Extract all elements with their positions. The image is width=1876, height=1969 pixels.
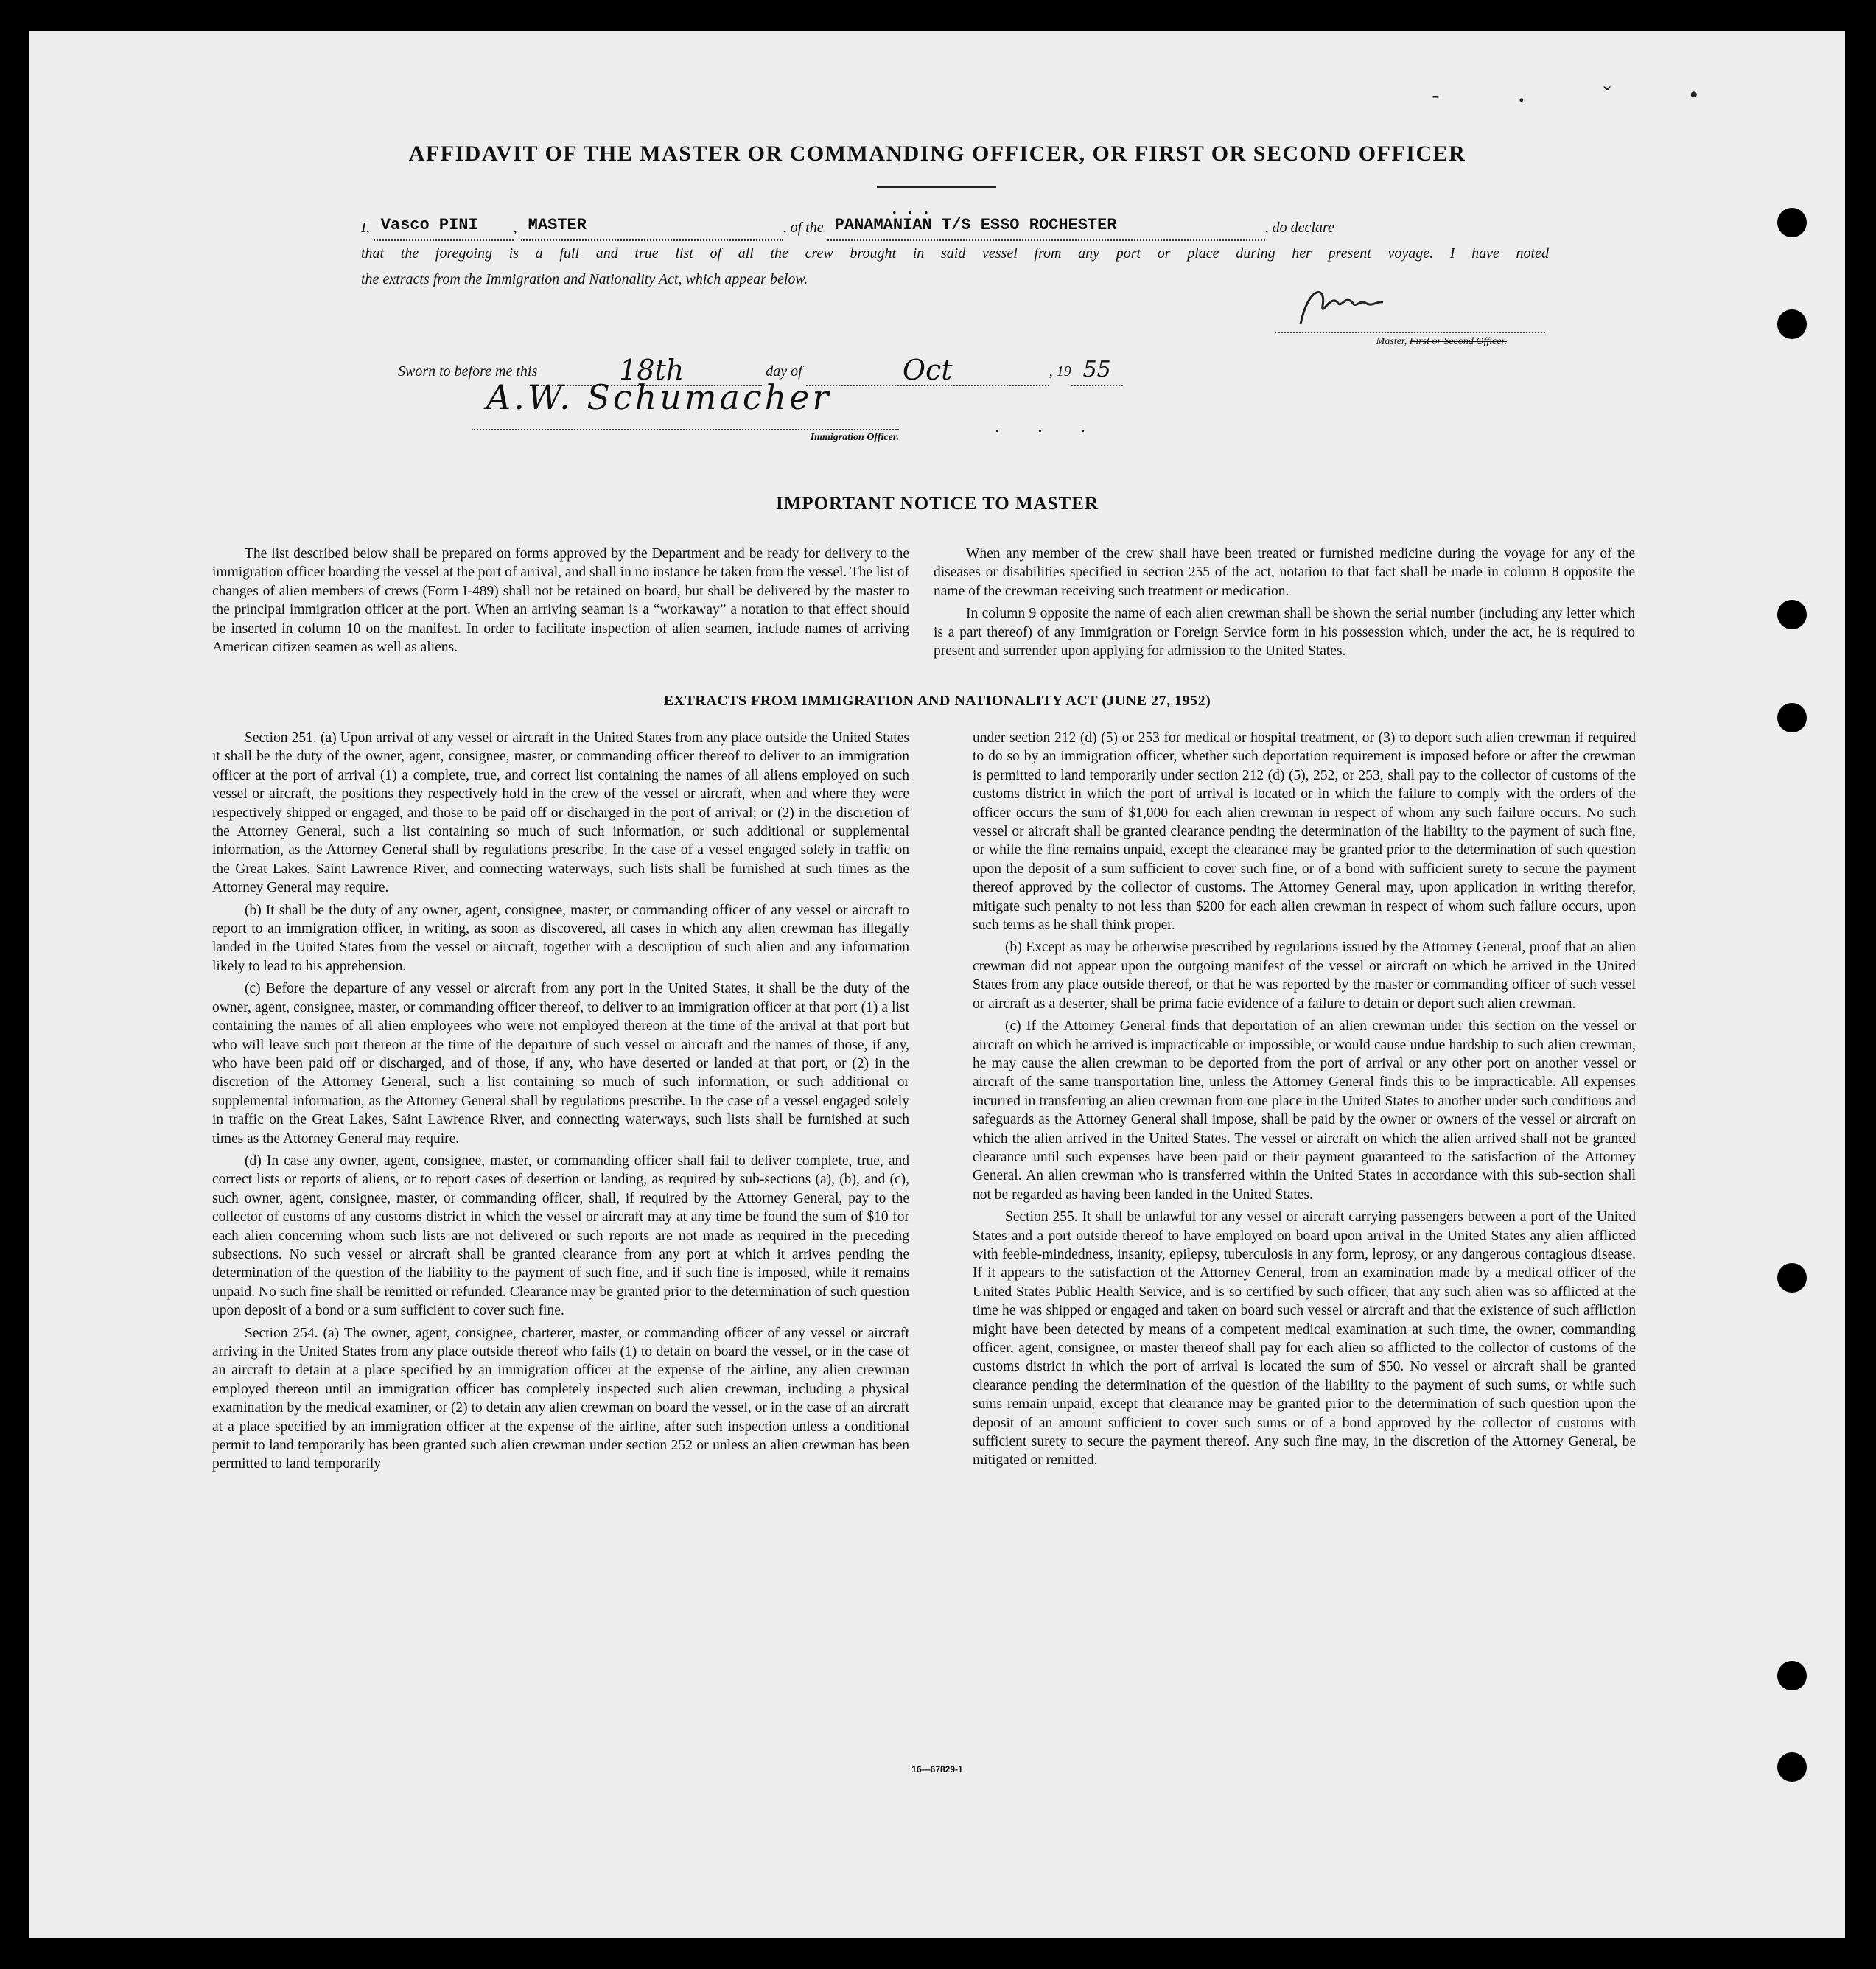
day-value: 18th <box>619 354 685 386</box>
declaration-line-2: that the foregoing is a full and true list of all the crew brought in said vessel from any port or place during her present voyage. I have noted <box>361 245 1549 262</box>
extracts-title: EXTRACTS FROM IMMIGRATION AND NATIONALITY ACT (JUNE 27, 1952) <box>663 693 1211 709</box>
punch-hole <box>1777 1661 1807 1690</box>
year-value: 55 <box>1082 357 1111 382</box>
form-number: 16—67829-1 <box>911 1764 963 1774</box>
dot-marks: . . . <box>995 414 1102 437</box>
notice-paragraph: In column 9 opposite the name of each alien crewman shall be shown the serial number (including any letter which is a part thereof) of any Immigration or Foreign Service form in his possession which, under the act, he is required to present and surrender upon applying for admission to the United States. <box>934 606 1635 660</box>
sworn-label: Sworn to before me this <box>398 363 538 380</box>
notice-left-column <box>212 545 909 660</box>
extract-paragraph: (c) Before the departure of any vessel or aircraft from any port in the United States, it shall be the duty of the owner, agent, consignee, master, or commanding officer thereof, to deliver to an immigration officer at that port (1) a list containing the names of all alien employees who were not employed thereon at the time of the arrival at that port but who will leave such port thereon at the time of the departure of such vessel or aircraft and the names of those, if any, who have been paid off or discharged, and of those, if any, who have deserted or landed at that port, or (2) in the discretion of the Attorney General, such a list containing so much of such information, or such additional or supplemental information, as the Attorney General shall by regulations prescribe. In the case of a vessel engaged solely in traffic on the Great Lakes, Saint Lawrence River, and connecting waterways, such lists shall be furnished at such times as the Attorney General may require. <box>212 981 909 1147</box>
title-rule <box>877 186 996 188</box>
vessel-field <box>827 214 1265 241</box>
declaration-line-3: the extracts from the Immigration and Nationality Act, which appear below. <box>361 271 808 287</box>
extract-paragraph: under section 212 (d) (5) or 253 for medical or hospital treatment, or (3) to deport such alien crewman if required to do so by an immigration officer, whether such deportation requirement is imposed before or after the crewman is permitted to land temporarily under section 212 (d) (5), 252, or 253, shall pay to the collector of customs of the customs district in which the port of arrival is located or in which the failure to comply with the orders of the officer occurs the sum of $1,000 for each alien crewman in respect of whom any such failure occurs. No such vessel or aircraft shall be granted clearance pending the determination of the liability to the payment of such fine, or while the fine remains unpaid, except the clearance may be granted prior to the determination of such question upon the deposit of a sum sufficient to cover such fine, or of a bond with sufficient surety to secure the payment thereof approved by the collector of customs. The Attorney General may, upon application in writing therefor, mitigate such penalty to not less than $200 for each alien crewman in respect of whom such failure occurs, upon such terms as he shall think proper. <box>973 730 1636 934</box>
officer-label: Immigration Officer. <box>810 432 899 443</box>
master-signature <box>1286 280 1389 332</box>
master-signature-line <box>1275 332 1545 333</box>
day-of-label: day of <box>766 363 802 380</box>
declaration-do-declare: , do declare <box>1264 220 1334 236</box>
extracts-left-column <box>212 729 909 1477</box>
rank-field <box>521 214 783 241</box>
extract-paragraph: (c) If the Attorney General finds that deportation of an alien crewman under this section on the vessel or aircraft on which he arrived is impracticable or impossible, or would cause undue hardship to such alien crewman, he may cause the alien crewman to be deported from the port of arrival or any other port on another vessel or aircraft of the same transportation line, unless the Attorney General finds this to be impracticable. All expenses incurred in transferring an alien crewman from one place in the United States to another under such conditions and safeguards as the Attorney General shall impose, shall be paid by the owner or owners of the vessel or aircraft on which the alien arrived in the United States. The vessel or aircraft on which the alien arrived shall not be granted clearance until such expenses have been paid or their payment guaranteed to the satisfaction of the Attorney General. An alien crewman who is transferred within the United States in accordance with this sub-section shall not be regarded as having been landed in the United States. <box>973 1018 1636 1203</box>
master-name: Vasco PINI <box>380 216 478 234</box>
notice-paragraph: When any member of the crew shall have been treated or furnished medicine during the voyage for any of the diseases or disabilities specified in section 255 of the act, notation to that fact shall be made in column 8 opposite the name of the crewman receiving such treatment or medication. <box>934 546 1635 599</box>
extract-paragraph: Section 254. (a) The owner, agent, consignee, charterer, master, or commanding officer of any vessel or aircraft arriving in the United States from any place outside thereof who fails (1) to detain on board the vessel, or in the case of an aircraft to detain at a place specified by an immigration officer at the expense of the airline, any alien crewman employed thereon until an immigration officer has completely inspected such alien crewman, including a physical examination by the medical examiner, or (2) to detain any alien crewman on board the vessel, or in the case of an aircraft at a place specified by an immigration officer at the expense of the airline, after such inspection unless a conditional permit to land temporarily has been granted such alien crewman under section 252 or unless an alien crewman has been permitted to land temporarily <box>212 1325 909 1472</box>
punch-hole <box>1777 208 1807 237</box>
document-page <box>29 31 1845 1938</box>
rank-value: MASTER <box>528 216 587 234</box>
punch-hole <box>1777 309 1807 339</box>
extract-paragraph: (b) It shall be the duty of any owner, agent, consignee, master, or commanding officer of any vessel or aircraft to report to an immigration officer, in writing, as soon as discovered, all cases in which any alien crewman has illegally landed in the United States from the vessel or aircraft, together with a description of such alien and any information likely to lead to his apprehension. <box>212 902 909 974</box>
notice-right-column <box>934 545 1635 664</box>
notice-title: IMPORTANT NOTICE TO MASTER <box>776 494 1099 514</box>
declaration-i: I, <box>361 220 370 236</box>
punch-hole <box>1777 600 1807 629</box>
month-value: Oct <box>902 354 953 386</box>
year-prefix: , 19 <box>1049 363 1071 380</box>
declaration-sep: , <box>513 220 517 236</box>
declaration-line-1 <box>361 214 1549 241</box>
master-signature-label <box>1275 336 1507 348</box>
officer-signature-line <box>472 429 899 430</box>
affidavit-title: AFFIDAVIT OF THE MASTER OR COMMANDING OFFICER, OR FIRST OR SECOND OFFICER <box>408 141 1466 166</box>
punch-hole <box>1777 1263 1807 1293</box>
extract-paragraph: (b) Except as may be otherwise prescribed by regulations issued by the Attorney General, proof that an alien crewman did not appear upon the outgoing manifest of the vessel or aircraft on which he arrived in the United States from any place outside thereof, or that he was reported by the master or commanding officer of such vessel or aircraft as a deserter, shall be prima facie evidence of a failure to detain or deport such alien crewman. <box>973 940 1636 1012</box>
immigration-officer-signature: A.W. Schumacher <box>486 377 832 417</box>
declaration-of-the: , of the <box>783 220 824 236</box>
extracts-right-column <box>973 729 1636 1474</box>
year-field <box>1071 355 1123 386</box>
margin-marks: - . ˇ • <box>1432 83 1735 107</box>
master-label-a: Master, <box>1376 336 1407 347</box>
notice-paragraph: The list described below shall be prepared on forms approved by the Department and be ready for delivery to the immigration officer boarding the vessel at the port of arrival, and shall in no instance be taken from the vessel. The list of changes of alien members of crews (Form I-489) shall not be retained on board, but shall be delivered by the master to the principal immigration officer at the port. When an arriving seaman is a “workaway” a notation to that effect should be inserted in column 10 on the manifest. In order to facilitate inspection of alien seamen, include names of arriving American citizen seamen as well as aliens. <box>212 546 909 656</box>
master-name-field <box>374 214 514 241</box>
extract-paragraph: (d) In case any owner, agent, consignee, master, or commanding officer shall fail to deliver complete, true, and correct lists or reports of aliens, or to report cases of desertion or landing, as required by sub-sections (a), (b), and (c), such owner, agent, consignee, master, or commanding officer, shall, if required by the Attorney General, pay to the collector of customs of any customs district in which the vessel or aircraft may at any time be found the sum of $10 for each alien concerning whom such lists are not delivered or such reports are not made as required in the preceding subsections. No such vessel or aircraft shall be granted clearance from any port at which it arrives pending the determination of the question of the liability to the payment of such fine, and if such fine is imposed, while it remains unpaid. No such fine shall be remitted or refunded. Clearance may be granted prior to the determination of such question upon deposit of a bond or a sum sufficient to cover such fine. <box>212 1153 909 1319</box>
vessel-name: PANAMANIAN T/S ESSO ROCHESTER <box>834 216 1117 234</box>
month-field <box>806 355 1049 386</box>
dot-marks: ... <box>892 195 939 219</box>
extract-paragraph: Section 255. It shall be unlawful for any vessel or aircraft carrying passengers between a port of the United States and a port outside thereof to have employed on board upon arrival in the United States any alien afflicted with feeble-mindedness, insanity, epilepsy, tuberculosis in any form, leprosy, or any dangerous contagious disease. If it appears to the satisfaction of the Attorney General, from an examination made by a medical officer of the United States Public Health Service, and is so certified by such officer, that any such alien was so afflicted at the time he was shipped or engaged and taken on board such vessel or aircraft and that the existence of such affliction might have been detected by means of a competent medical examination at such time, the owner, commanding officer, agent, consignee, or master thereof shall pay for each alien so afflicted to the collector of customs of the customs district in which the port of arrival is located the sum of $50. No vessel or aircraft shall be granted clearance pending the determination of the question of the liability to the payment of such sums, or while such sums remain unpaid, except that clearance may be granted prior to the determination of such question upon the deposit of an amount sufficient to cover such sums or of a bond approved by the collector of customs with sufficient surety to secure the payment thereof. Any such fine may, in the discretion of the Attorney General, be mitigated or remitted. <box>973 1209 1636 1469</box>
master-label-b: First or Second Officer. <box>1409 336 1507 347</box>
extract-paragraph: Section 251. (a) Upon arrival of any vessel or aircraft in the United States from any place outside the United States it shall be the duty of the owner, agent, consignee, master, or commanding officer thereof to deliver to an immigration officer at the port of arrival (1) a complete, true, and correct list containing the names of all aliens employed on such vessel or aircraft, the positions they respectively hold in the crew of the vessel or aircraft, when and where they were respectively shipped or engaged, and those to be paid off or discharged in the port of arrival; or (2) in the discretion of the Attorney General, such a list containing so much of such information, or such additional or supplemental information, as the Attorney General shall by regulations prescribe. In the case of a vessel engaged solely in traffic on the Great Lakes, Saint Lawrence River, and connecting waterways, such lists shall be furnished at such times as the Attorney General may require. <box>212 730 909 896</box>
